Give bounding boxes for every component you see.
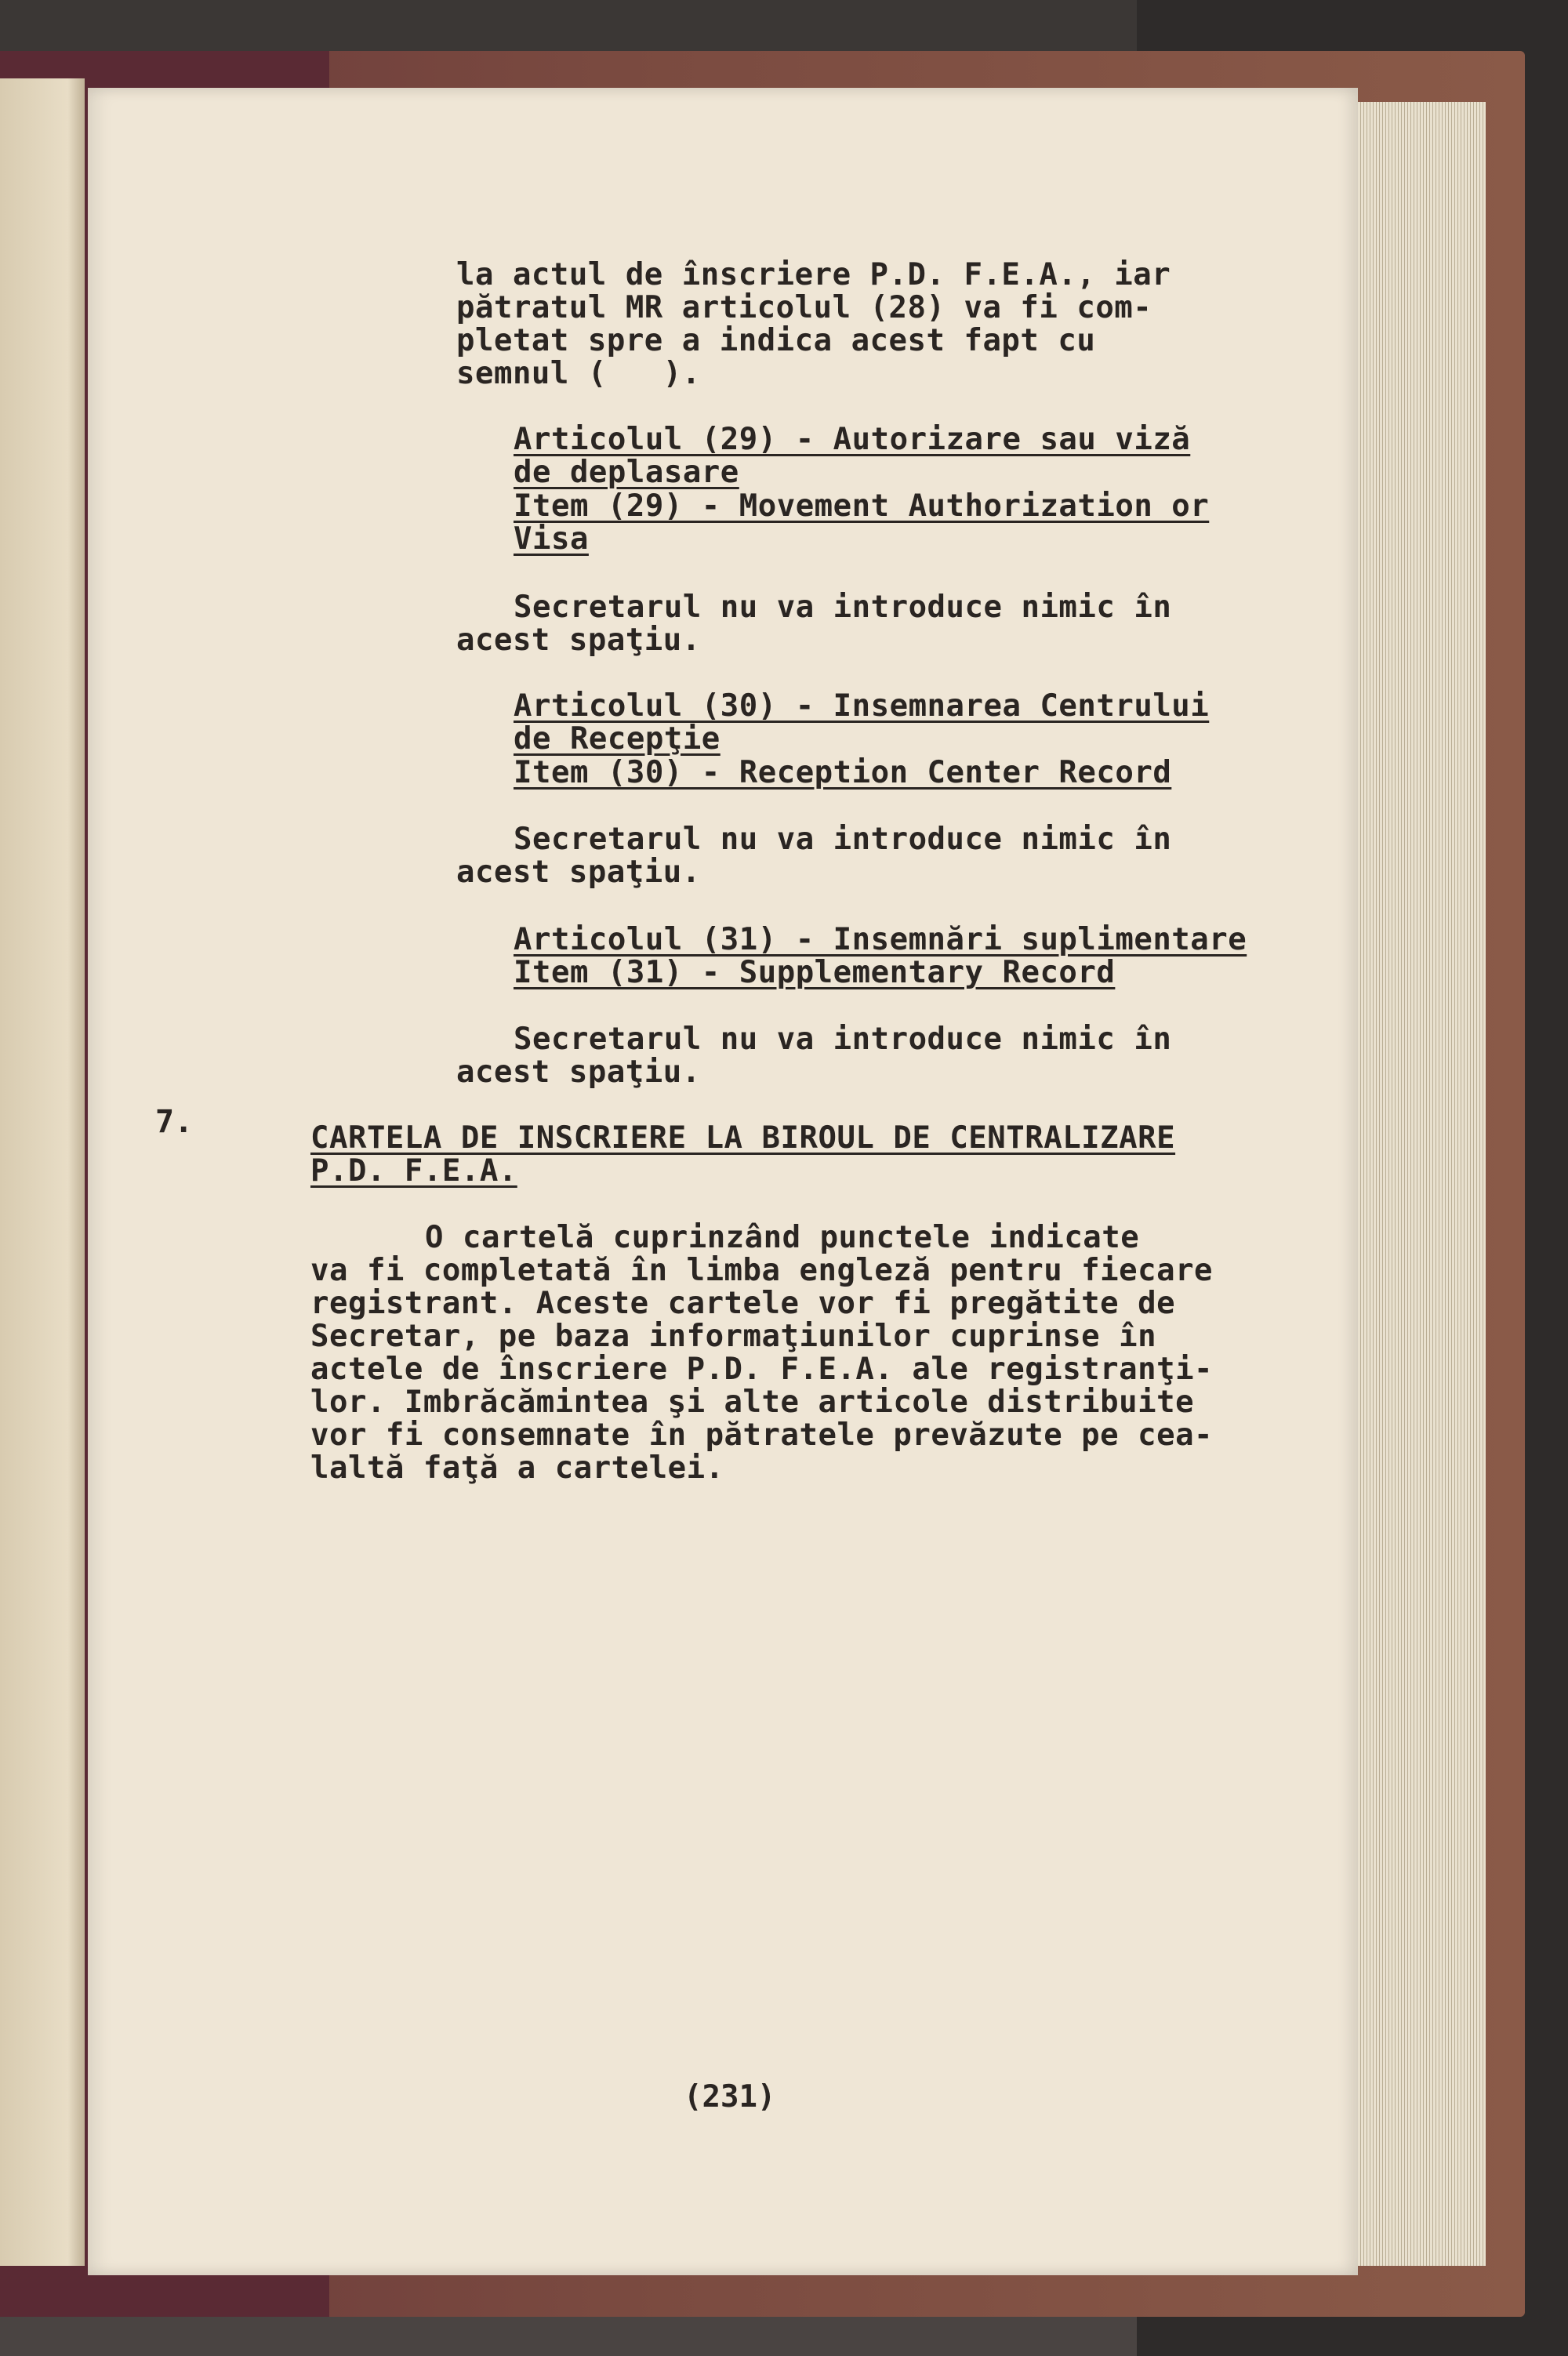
intro-line: semnul ( ). — [456, 356, 701, 391]
article-31-item: Item (31) - Supplementary Record — [514, 955, 1116, 990]
article-30-body: Secretarul nu va introduce nimic în — [514, 822, 1172, 857]
section-7-body-line: laltă faţă a cartelei. — [310, 1450, 724, 1486]
article-29-heading: Articolul (29) - Autorizare sau viză — [514, 422, 1191, 457]
article-29-body: acest spaţiu. — [456, 623, 701, 658]
article-29-body: Secretarul nu va introduce nimic în — [514, 590, 1172, 625]
article-30-heading: de Recepţie — [514, 721, 720, 757]
section-7-body-line: O cartelă cuprinzând punctele indicate — [425, 1220, 1140, 1255]
article-29-heading: de deplasare — [514, 455, 739, 490]
page-stack-edge — [1348, 102, 1486, 2266]
page-number: (231) — [684, 2079, 776, 2115]
section-7-body-line: lor. Imbrăcămintea şi alte articole distribuite — [310, 1385, 1195, 1420]
article-30-heading: Articolul (30) - Insemnarea Centrului — [514, 688, 1210, 724]
section-7-title: CARTELA DE INSCRIERE LA BIROUL DE CENTRALIZARE — [310, 1120, 1176, 1156]
section-7-body-line: registrant. Aceste cartele vor fi pregătite de — [310, 1286, 1176, 1321]
section-7-body-line: vor fi consemnate în pătratele prevăzute pe cea- — [310, 1418, 1214, 1453]
section-7-body-line: va fi completată în limba engleză pentru fiecare — [310, 1253, 1214, 1288]
article-31-body: acest spaţiu. — [456, 1055, 701, 1090]
backdrop — [0, 0, 1137, 59]
article-29-item: Item (29) - Movement Authorization or — [514, 488, 1210, 524]
intro-line: la actul de înscriere P.D. F.E.A., iar — [456, 257, 1171, 292]
article-31-body: Secretarul nu va introduce nimic în — [514, 1022, 1172, 1057]
intro-line: pătratul MR articolul (28) va fi com- — [456, 290, 1152, 325]
intro-line: pletat spre a indica acest fapt cu — [456, 323, 1096, 358]
left-page-edge — [0, 78, 85, 2266]
section-number: 7. — [155, 1104, 194, 1140]
article-30-body: acest spaţiu. — [456, 855, 701, 890]
section-7-body-line: Secretar, pe baza informaţiunilor cuprinse în — [310, 1319, 1157, 1354]
article-31-heading: Articolul (31) - Insemnări suplimentare — [514, 922, 1247, 957]
book-page — [88, 88, 1358, 2275]
section-7-title: P.D. F.E.A. — [310, 1153, 517, 1189]
article-29-item: Visa — [514, 521, 589, 557]
article-30-item: Item (30) - Reception Center Record — [514, 755, 1172, 790]
section-7-body-line: actele de înscriere P.D. F.E.A. ale registranţi- — [310, 1352, 1214, 1387]
